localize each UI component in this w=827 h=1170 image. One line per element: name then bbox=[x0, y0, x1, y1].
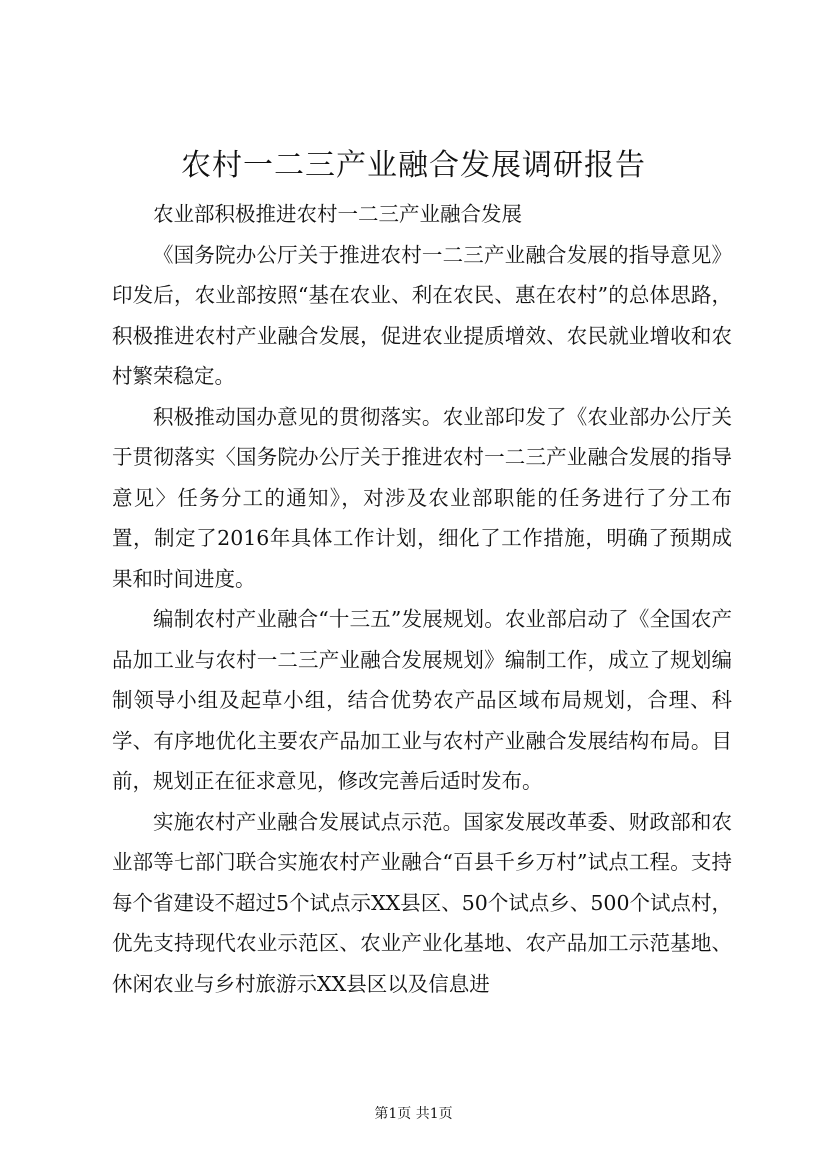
paragraph: 积极推动国办意见的贯彻落实。农业部印发了《农业部办公厅关于贯彻落实〈国务院办公厅关于推进农村一二三产业融合发展的指导意见〉任务分工的通知》，对涉及农业部职能的任务进行了分工布置，制定了2016年具体工作计划，细化了工作措施，明确了预期成果和时间进度。 bbox=[112, 404, 732, 591]
document-title: 农村一二三产业融合发展调研报告 bbox=[181, 148, 646, 183]
paragraph: 实施农村产业融合发展试点示范。国家发展改革委、财政部和农业部等七部门联合实施农村产业融合“百县千乡万村”试点工程。支持每个省建设不超过5个试点示XX县区、50个试点乡、500个试点村，优先支持现代农业示范区、农业产业化基地、农产品加工示范基地、休闲农业与乡村旅游示XX县区以及信息进 bbox=[112, 809, 732, 996]
paragraph: 编制农村产业融合“十三五”发展规划。农业部启动了《全国农产品加工业与农村一二三产业融合发展规划》编制工作，成立了规划编制领导小组及起草小组，结合优势农产品区域布局规划，合理、科学、有序地优化主要农产品加工业与农村产业融合发展结构布局。目前，规划正在征求意见，修改完善后适时发布。 bbox=[112, 607, 732, 793]
paragraph-subtitle: 农业部积极推进农村一二三产业融合发展 bbox=[153, 202, 522, 226]
document-body bbox=[112, 194, 732, 1004]
paragraph: 《国务院办公厅关于推进农村一二三产业融合发展的指导意见》印发后，农业部按照“基在农业、利在农民、惠在农村”的总体思路，积极推进农村产业融合发展，促进农业提质增效、农民就业增收和农村繁荣稳定。 bbox=[112, 242, 732, 388]
page-footer: 第1页 共1页 bbox=[374, 1106, 453, 1122]
